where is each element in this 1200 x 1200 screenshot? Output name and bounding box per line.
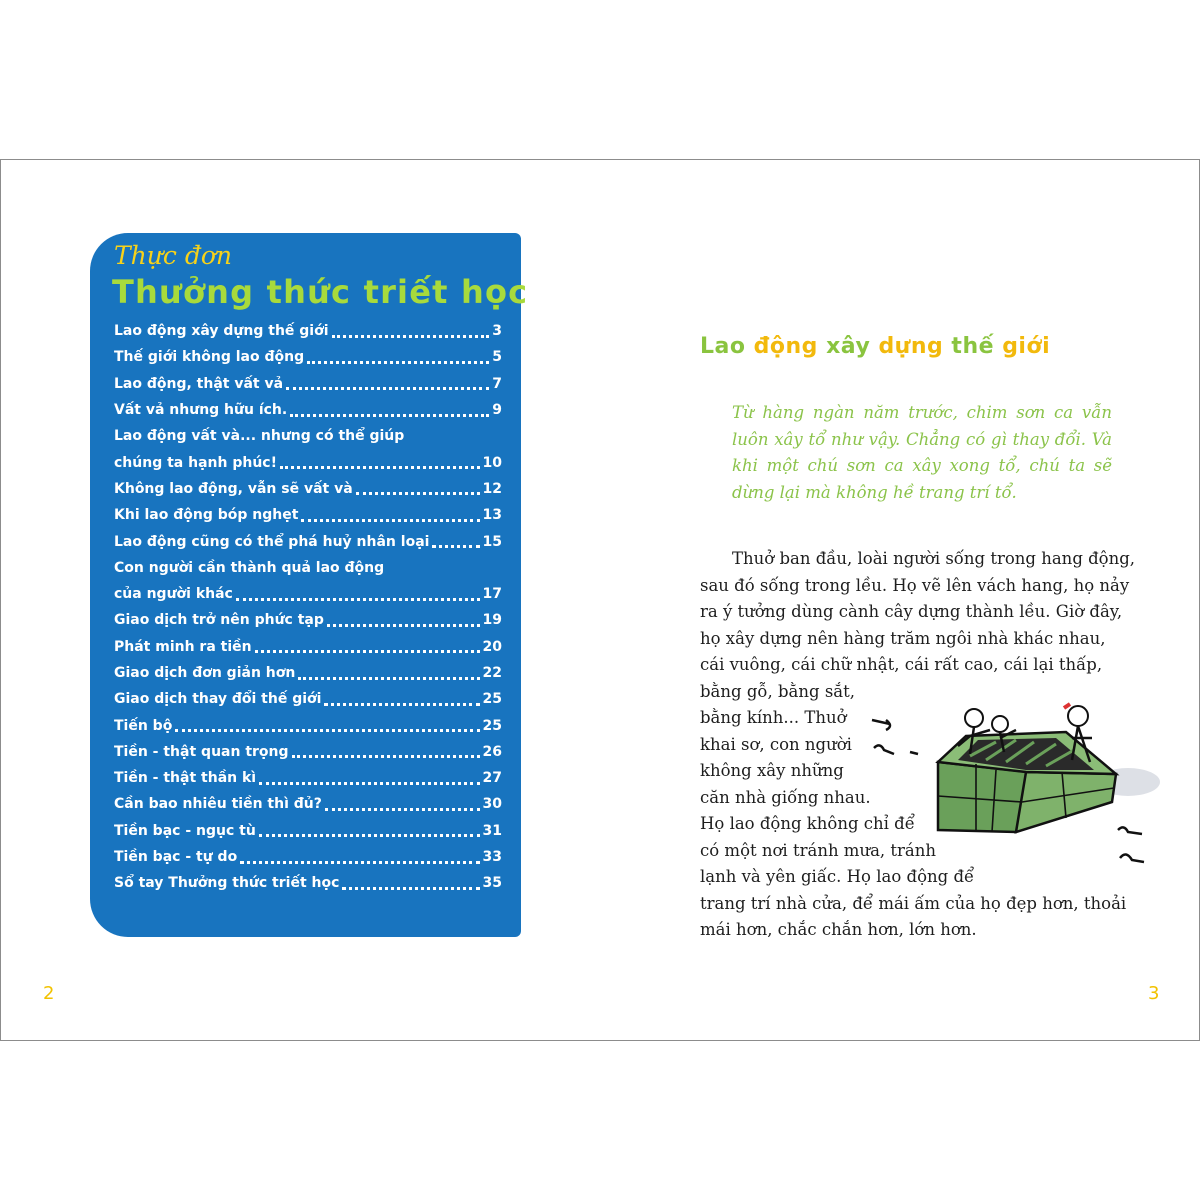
toc-kicker: Thực đơn — [114, 241, 232, 270]
body-line: họ xây dựng nên hàng trăm ngôi nhà khác nhau, — [700, 628, 1106, 648]
chapter-title-word: Lao — [700, 334, 754, 359]
toc-entry-title: Không lao động, vẫn sẽ vất và — [114, 480, 353, 497]
toc-entry — [114, 344, 502, 370]
toc-entry — [114, 844, 502, 870]
toc-entry-page: 7 — [492, 375, 502, 392]
body-line: căn nhà giống nhau. — [700, 787, 871, 807]
toc-entry-page: 25 — [482, 691, 502, 708]
toc-entry-title: Tiền - thật thần kì — [114, 770, 257, 787]
toc-entry — [114, 739, 502, 765]
toc-entry-title: Lao động xây dựng thế giới — [114, 323, 329, 340]
toc-entry-title: Tiền bạc - ngục tù — [114, 822, 256, 839]
toc-entry — [114, 423, 502, 449]
epigraph-quote: Từ hàng ngàn năm trước, chim sơn ca vẫn luôn xây tổ như vậy. Chẳng có gì thay đổi. Và khi một chú sơn ca xây xong tổ, chú ta sẽ dừng lại mà không hề trang trí tổ. — [732, 403, 1112, 502]
toc-entry — [114, 765, 502, 791]
toc-entry-title: Lao động vất và... nhưng có thể giúp — [114, 428, 405, 445]
toc-leader-dots — [236, 584, 480, 601]
toc-leader-dots — [175, 715, 479, 732]
toc-entry-page: 27 — [482, 770, 502, 787]
toc-entry-title: Phát minh ra tiền — [114, 638, 252, 655]
toc-entry-page: 22 — [482, 665, 502, 681]
body-line: bằng gỗ, bằng sắt, — [700, 681, 855, 701]
toc-entry-page: 31 — [482, 822, 502, 839]
illustration-mark — [1118, 827, 1142, 834]
toc-leader-dots — [259, 820, 480, 837]
toc-entry — [114, 686, 502, 712]
toc-leader-dots — [301, 505, 479, 522]
body-line: không xây những — [700, 761, 844, 780]
toc-leader-dots — [327, 610, 480, 627]
body-line: lạnh và yên giấc. Họ lao động để — [700, 867, 975, 886]
toc-entry — [114, 581, 502, 607]
toc-entry — [114, 791, 502, 817]
toc-leader-dots — [324, 689, 479, 706]
body-line: Thuở ban đầu, loài người sống trong hang động, — [732, 549, 1136, 568]
toc-entry-title: Thế giới không lao động — [114, 349, 305, 366]
illustration-mark — [874, 745, 894, 754]
toc-entry — [114, 502, 502, 528]
toc-entry — [114, 528, 502, 554]
figure-head-left — [965, 709, 983, 727]
toc-entry-page: 33 — [482, 849, 502, 866]
toc-entry-title: Giao dịch đơn giản hơn — [114, 665, 296, 681]
body-line: Họ lao động không chỉ để — [700, 814, 915, 833]
toc-entry-page: 3 — [492, 323, 502, 340]
illustration-mark — [1120, 854, 1144, 862]
chapter-title-word: xây — [826, 334, 879, 359]
toc-leader-dots — [356, 478, 480, 495]
toc-entry-title: Khi lao động bóp nghẹt — [114, 507, 299, 524]
toc-entry-title: Con người cần thành quả lao động — [114, 559, 385, 576]
toc-entry-page: 12 — [482, 480, 502, 497]
toc-entry-page: 15 — [482, 533, 502, 550]
toc-leader-dots — [255, 636, 480, 653]
toc-entry-title: Tiến bộ — [114, 717, 173, 734]
body-line: có một nơi tránh mưa, tránh — [700, 840, 937, 860]
chapter-title-word: động — [753, 334, 827, 359]
toc-entry-page: 13 — [482, 507, 502, 524]
toc-entry — [114, 607, 502, 633]
chapter-title-word: thế — [951, 334, 1003, 359]
toc-entry-page: 20 — [482, 638, 502, 655]
body-line: khai sơ, con người — [700, 734, 852, 754]
toc-entry-page: 19 — [482, 612, 502, 629]
toc-leader-dots — [292, 741, 480, 758]
building-illustration — [866, 690, 1162, 874]
toc-leader-dots — [240, 847, 479, 864]
toc-leader-dots — [432, 531, 479, 548]
toc-entry — [114, 712, 502, 738]
toc-entry-page: 30 — [482, 796, 502, 813]
toc-leader-dots — [259, 768, 479, 785]
body-line: bằng kính... Thuở — [700, 708, 847, 727]
left-page-number: 2 — [43, 983, 55, 1004]
toc-panel — [90, 233, 529, 937]
toc-leader-dots — [298, 663, 479, 680]
toc-leader-dots — [325, 794, 480, 811]
toc-entry — [114, 449, 502, 475]
toc-entry — [114, 397, 502, 423]
toc-entry — [114, 818, 502, 844]
toc-entry-page: 5 — [492, 349, 502, 366]
toc-entry — [114, 660, 502, 686]
toc-leader-dots — [290, 400, 489, 417]
chapter-title-word: giới — [1002, 334, 1051, 359]
toc-entry-title: Cần bao nhiêu tiền thì đủ? — [114, 796, 322, 813]
toc-entry-page: 10 — [482, 454, 502, 471]
toc-entry-title: Sổ tay Thưởng thức triết học — [114, 875, 340, 892]
right-page-number: 3 — [1148, 983, 1160, 1004]
toc-entry-title: Giao dịch trở nên phức tạp — [114, 612, 324, 629]
toc-entry-title: Vất vả nhưng hữu ích. — [114, 402, 288, 419]
toc-entry — [114, 870, 502, 896]
toc-list — [114, 318, 502, 897]
toc-entry-page: 35 — [482, 875, 502, 892]
toc-entry-title: Tiền bạc - tự do — [114, 849, 238, 866]
toc-entry — [114, 371, 502, 397]
chapter-title — [700, 334, 1050, 359]
illustration-mark — [872, 720, 890, 730]
toc-entry — [114, 555, 502, 581]
toc-entry-title: Tiền - thật quan trọng — [114, 743, 289, 760]
body-line: sau đó sống trong lều. Họ vẽ lên vách hang, họ nảy — [700, 575, 1130, 595]
chapter-title-word: dựng — [878, 334, 952, 359]
toc-entry-title: Lao động cũng có thể phá huỷ nhân loại — [114, 533, 430, 550]
toc-entry — [114, 476, 502, 502]
toc-entry — [114, 318, 502, 344]
toc-entry — [114, 634, 502, 660]
figure-head-right — [1068, 706, 1088, 726]
body-line: trang trí nhà cửa, để mái ấm của họ đẹp hơn, thoải — [700, 893, 1127, 913]
toc-entry-page: 26 — [482, 743, 502, 760]
toc-entry-title: Lao động, thật vất vả — [114, 375, 284, 392]
toc-leader-dots — [286, 373, 489, 390]
toc-entry-page: 25 — [482, 717, 502, 734]
toc-entry-title: Giao dịch thay đổi thế giới — [114, 691, 322, 708]
body-line: cái vuông, cái chữ nhật, cái rất cao, cái lại thấp, — [700, 655, 1103, 674]
toc-leader-dots — [332, 321, 490, 338]
body-line: ra ý tưởng dùng cành cây dựng thành lều. Giờ đây, — [700, 602, 1123, 621]
figure-head-mid — [992, 716, 1008, 732]
toc-leader-dots — [307, 347, 489, 364]
body-line: mái hơn, chắc chắn hơn, lớn hơn. — [700, 920, 977, 939]
toc-entry-title: của người khác — [114, 586, 233, 603]
illustration-box-side — [1016, 772, 1116, 832]
toc-entry-page: 9 — [492, 402, 502, 419]
toc-leader-dots — [280, 452, 480, 469]
toc-entry-page: 17 — [482, 586, 502, 603]
toc-title: Thưởng thức triết học — [112, 273, 529, 311]
toc-leader-dots — [342, 873, 479, 890]
illustration-mark — [910, 752, 918, 754]
toc-entry-title: chúng ta hạnh phúc! — [114, 454, 277, 471]
